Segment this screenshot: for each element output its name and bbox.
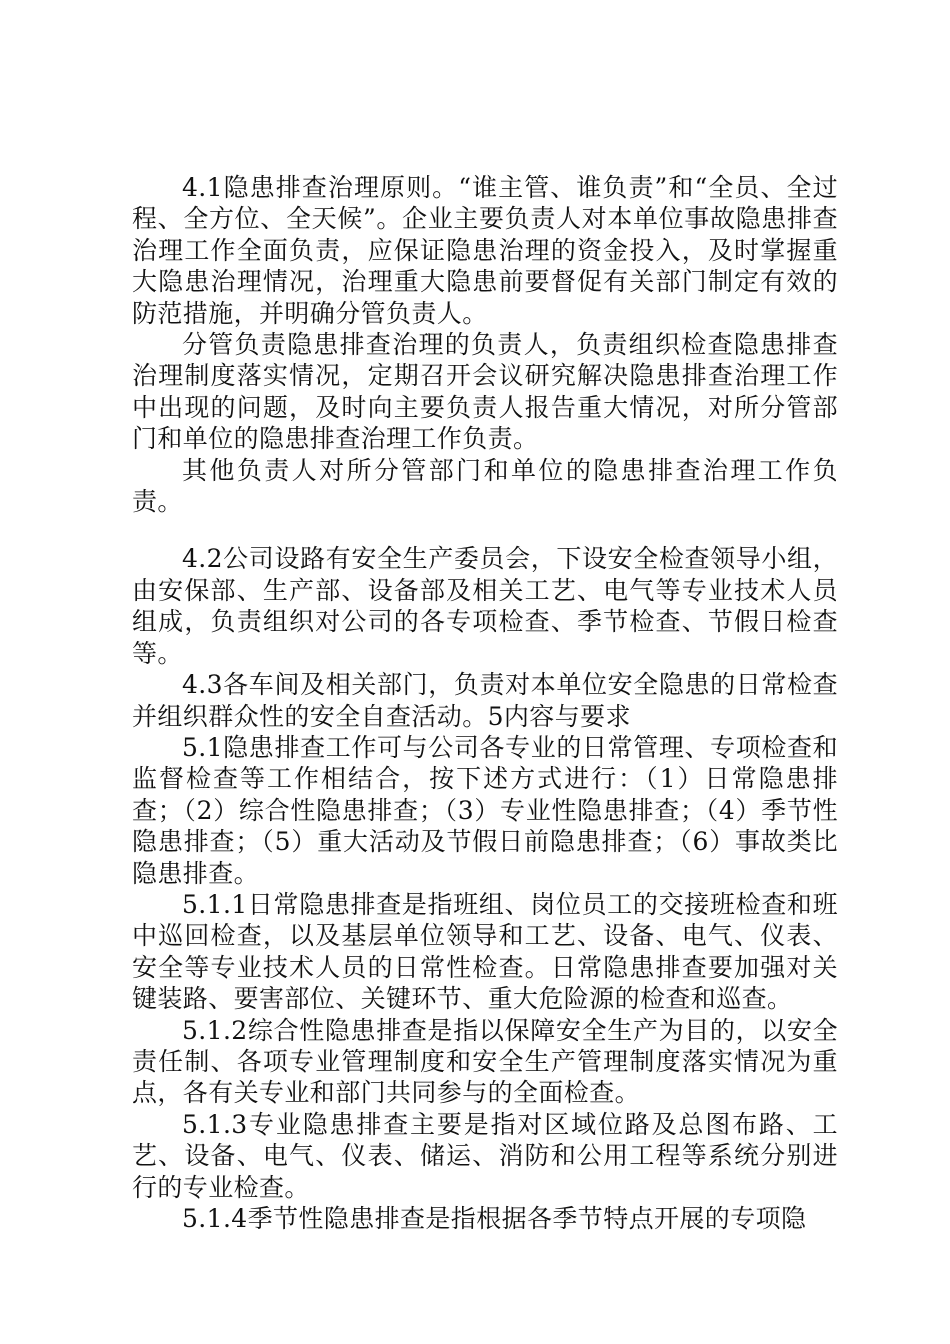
paragraph-4-3: 4.3各车间及相关部门，负责对本单位安全隐患的日常检查并组织群众性的安全自查活动。5内容与要求 xyxy=(132,670,838,731)
document-body xyxy=(132,172,838,1234)
paragraph-5-1: 5.1隐患排查工作可与公司各专业的日常管理、专项检查和监督检查等工作相结合，按下述方式进行：（1）日常隐患排查；（2）综合性隐患排查；（3）专业性隐患排查；（4）季节性隐患排查；（5）重大活动及节假日前隐患排查；（6）事故类比隐患排查。 xyxy=(132,732,838,888)
paragraph-deputy-responsibility: 分管负责隐患排查治理的负责人，负责组织检查隐患排查治理制度落实情况，定期召开会议研究解决隐患排查治理工作中出现的问题，及时向主要负责人报告重大情况，对所分管部门和单位的隐患排查治理工作负责。 xyxy=(132,330,838,454)
paragraph-5-1-1: 5.1.1日常隐患排查是指班组、岗位员工的交接班检查和班中巡回检查，以及基层单位领导和工艺、设备、电气、仪表、安全等专业技术人员的日常性检查。日常隐患排查要加强对关键装路、要害部位、关键环节、重大危险源的检查和巡查。 xyxy=(132,889,838,1014)
paragraph-4-2: 4.2公司设路有安全生产委员会，下设安全检查领导小组，由安保部、生产部、设备部及相关工艺、电气等专业技术人员组成，负责组织对公司的各专项检查、季节检查、节假日检查等。 xyxy=(132,544,838,668)
paragraph-gap xyxy=(132,517,838,543)
paragraph-5-1-2: 5.1.2综合性隐患排查是指以保障安全生产为目的，以安全责任制、各项专业管理制度和安全生产管理制度落实情况为重点，各有关专业和部门共同参与的全面检查。 xyxy=(132,1015,838,1108)
paragraph-other-responsibility: 其他负责人对所分管部门和单位的隐患排查治理工作负责。 xyxy=(132,455,838,517)
paragraph-4-1: 4.1隐患排查治理原则。“谁主管、谁负责”和“全员、全过程、全方位、全天候”。企业主要负责人对本单位事故隐患排查治理工作全面负责，应保证隐患治理的资金投入，及时掌握重大隐患治理情况，治理重大隐患前要督促有关部门制定有效的防范措施，并明确分管负责人。 xyxy=(132,173,838,328)
paragraph-5-1-3: 5.1.3专业隐患排查主要是指对区域位路及总图布路、工艺、设备、电气、仪表、储运、消防和公用工程等系统分别进行的专业检查。 xyxy=(132,1109,838,1202)
paragraph-5-1-4: 5.1.4季节性隐患排查是指根据各季节特点开展的专项隐 xyxy=(182,1204,807,1233)
